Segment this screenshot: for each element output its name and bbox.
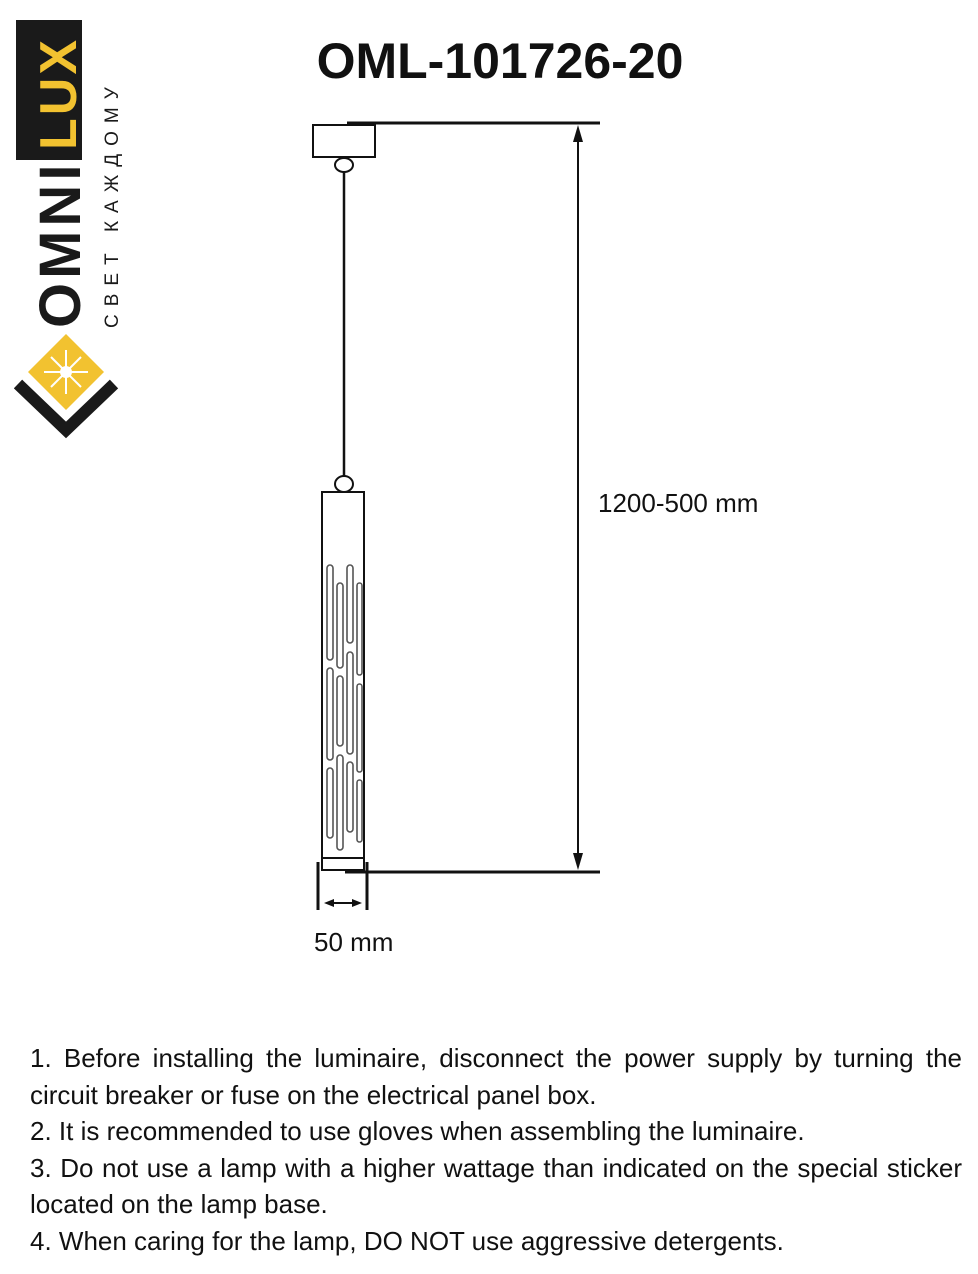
- width-dimension-label: 50 mm: [314, 927, 394, 957]
- safety-instructions: [30, 1040, 962, 1259]
- instruction-item: 1. Before installing the luminaire, disconnect the power supply by turning the circuit breaker or fuse on the electrical panel box.: [30, 1043, 962, 1110]
- brand-tagline: СВЕТ КАЖДОМУ: [102, 79, 123, 328]
- instruction-item: 4. When caring for the lamp, DO NOT use aggressive detergents.: [30, 1225, 784, 1256]
- lamp-bottom-ring: [322, 858, 364, 870]
- height-dimension-label: 1200-500 mm: [598, 488, 759, 518]
- model-title: OML-101726-20: [316, 33, 684, 89]
- brand-name-lux: LUX: [30, 37, 88, 150]
- brand-name-omni: OMNI: [28, 160, 93, 328]
- ceiling-canopy: [313, 125, 375, 157]
- lamp-cap: [335, 476, 353, 492]
- instruction-item: 3. Do not use a lamp with a higher wattage than indicated on the special sticker located on the lamp base.: [30, 1152, 962, 1219]
- canopy-mount: [335, 158, 353, 172]
- instruction-item: 2. It is recommended to use gloves when assembling the luminaire.: [30, 1116, 805, 1146]
